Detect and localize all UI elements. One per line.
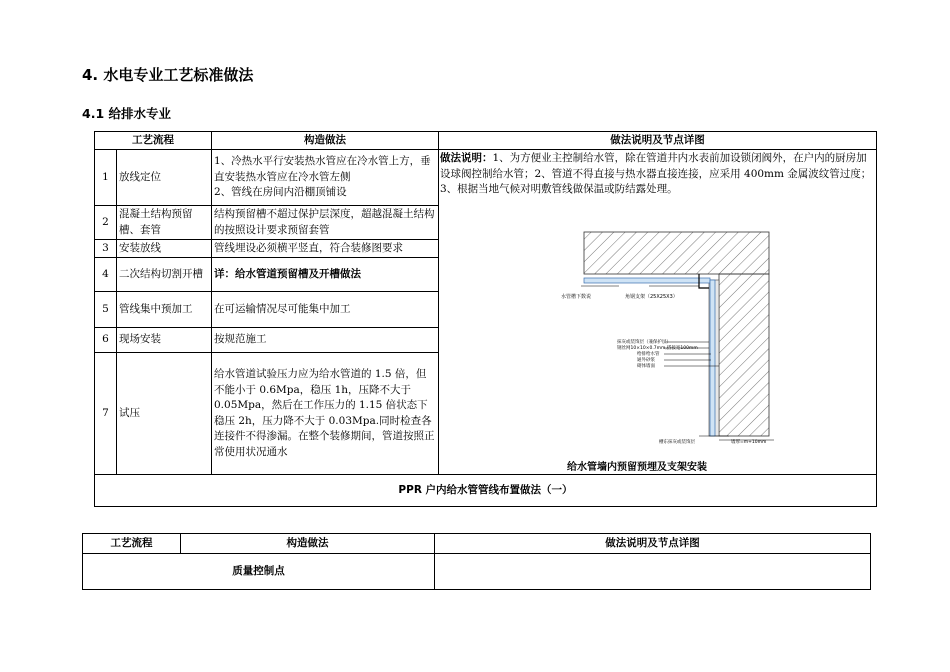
row-number: 4 [95, 258, 117, 292]
horizontal-pipe [584, 278, 710, 283]
diagram-label-mid-4: 通外砂浆 [637, 358, 655, 363]
row-method: 详：给水管道预留槽及开槽做法 [212, 258, 439, 292]
diagram-label-mid-3: 给排给水管 [637, 352, 660, 357]
section-heading: 4. 水电专业工艺标准做法 [82, 66, 254, 84]
row-step: 现场安装 [117, 328, 212, 353]
row-method: 1、冷热水平行安装热水管应在冷水管上方，垂直安装热水管应在冷水管左侧 2、管线在房间内沿棚顶铺设 [212, 150, 439, 206]
row-step: 二次结构切割开槽 [117, 258, 212, 292]
diagram-label-left: 水管槽下数说 [561, 294, 592, 300]
header-process: 工艺流程 [83, 534, 181, 554]
quality-control-detail [435, 554, 871, 590]
row-number: 2 [95, 206, 117, 240]
row-number: 7 [95, 353, 117, 475]
row-number: 6 [95, 328, 117, 353]
diagram-label-bottom-right: 墙厚=m+10mm [731, 440, 767, 445]
wall-section [719, 274, 769, 436]
diagram-label-mid-2: 钢丝网10×10×0.7mm,搭接宽100mm [617, 346, 698, 351]
description-text [439, 150, 876, 198]
header-description: 做法说明及节点详图 [439, 132, 877, 150]
diagram-title: 给水管墙内预留预埋及支架安装 [567, 462, 707, 473]
row-step: 管线集中预加工 [117, 292, 212, 328]
header-method: 构造做法 [212, 132, 439, 150]
diagram-label-mid-5: 砌体墙面 [637, 364, 655, 369]
process-table [94, 131, 877, 507]
description-body: 1、为方便业主控制给水管，除在管道井内水表前加设锁闭阀外，在户内的厨房加设球阀控制给水管；2、管道不得直接与热水器直接连接，应采用 400mm 金属波纹管过度；3、根据当地气候对明敷管线做保温或防结露处理。 [440, 152, 872, 195]
header-description: 做法说明及节点详图 [435, 534, 871, 554]
header-process: 工艺流程 [95, 132, 212, 150]
row-method: 给水管道试验压力应为给水管道的 1.5 倍，但不能小于 0.6Mpa，稳压 1h，压降不大于 0.05Mpa，然后在工作压力的 1.15 倍状态下稳压 2h，压力降不大于 0.03Mpa.同时检查各连接件不得渗漏。在整个装修期间，管道按照正常使用状况通水 [212, 353, 439, 475]
row-step: 放线定位 [117, 150, 212, 206]
table-caption: PPR 户内给水管管线布置做法（一） [95, 475, 877, 507]
row-method: 管线埋设必须横平竖直，符合装修图要求 [212, 240, 439, 258]
description-cell [439, 150, 877, 475]
row-step: 混凝土结构预留槽、套管 [117, 206, 212, 240]
pipe-embedding-diagram [559, 230, 789, 475]
quality-control-label: 质量控制点 [83, 554, 435, 590]
subsection-heading: 4.1 给排水专业 [82, 106, 171, 121]
row-method: 按规范施工 [212, 328, 439, 353]
row-method: 结构预留槽不超过保护层深度，超越混凝土结构的按照设计要求预留套管 [212, 206, 439, 240]
diagram-label-bottom-left: 槽东抹灰或装饰层 [659, 440, 695, 445]
row-number: 5 [95, 292, 117, 328]
ceiling-slab [584, 232, 769, 274]
row-number: 3 [95, 240, 117, 258]
vertical-pipe [710, 280, 715, 436]
diagram-label-angle: 角钢支架（25X25X3） [625, 294, 678, 300]
row-step: 试压 [117, 353, 212, 475]
diagram-label-mid-1: 抹灰或装饰层（兼保护层） [617, 340, 671, 345]
row-number: 1 [95, 150, 117, 206]
quality-table [82, 533, 871, 590]
row-method: 在可运输情况尽可能集中加工 [212, 292, 439, 328]
row-step: 安装放线 [117, 240, 212, 258]
description-label: 做法说明： [440, 152, 493, 164]
header-method: 构造做法 [181, 534, 435, 554]
